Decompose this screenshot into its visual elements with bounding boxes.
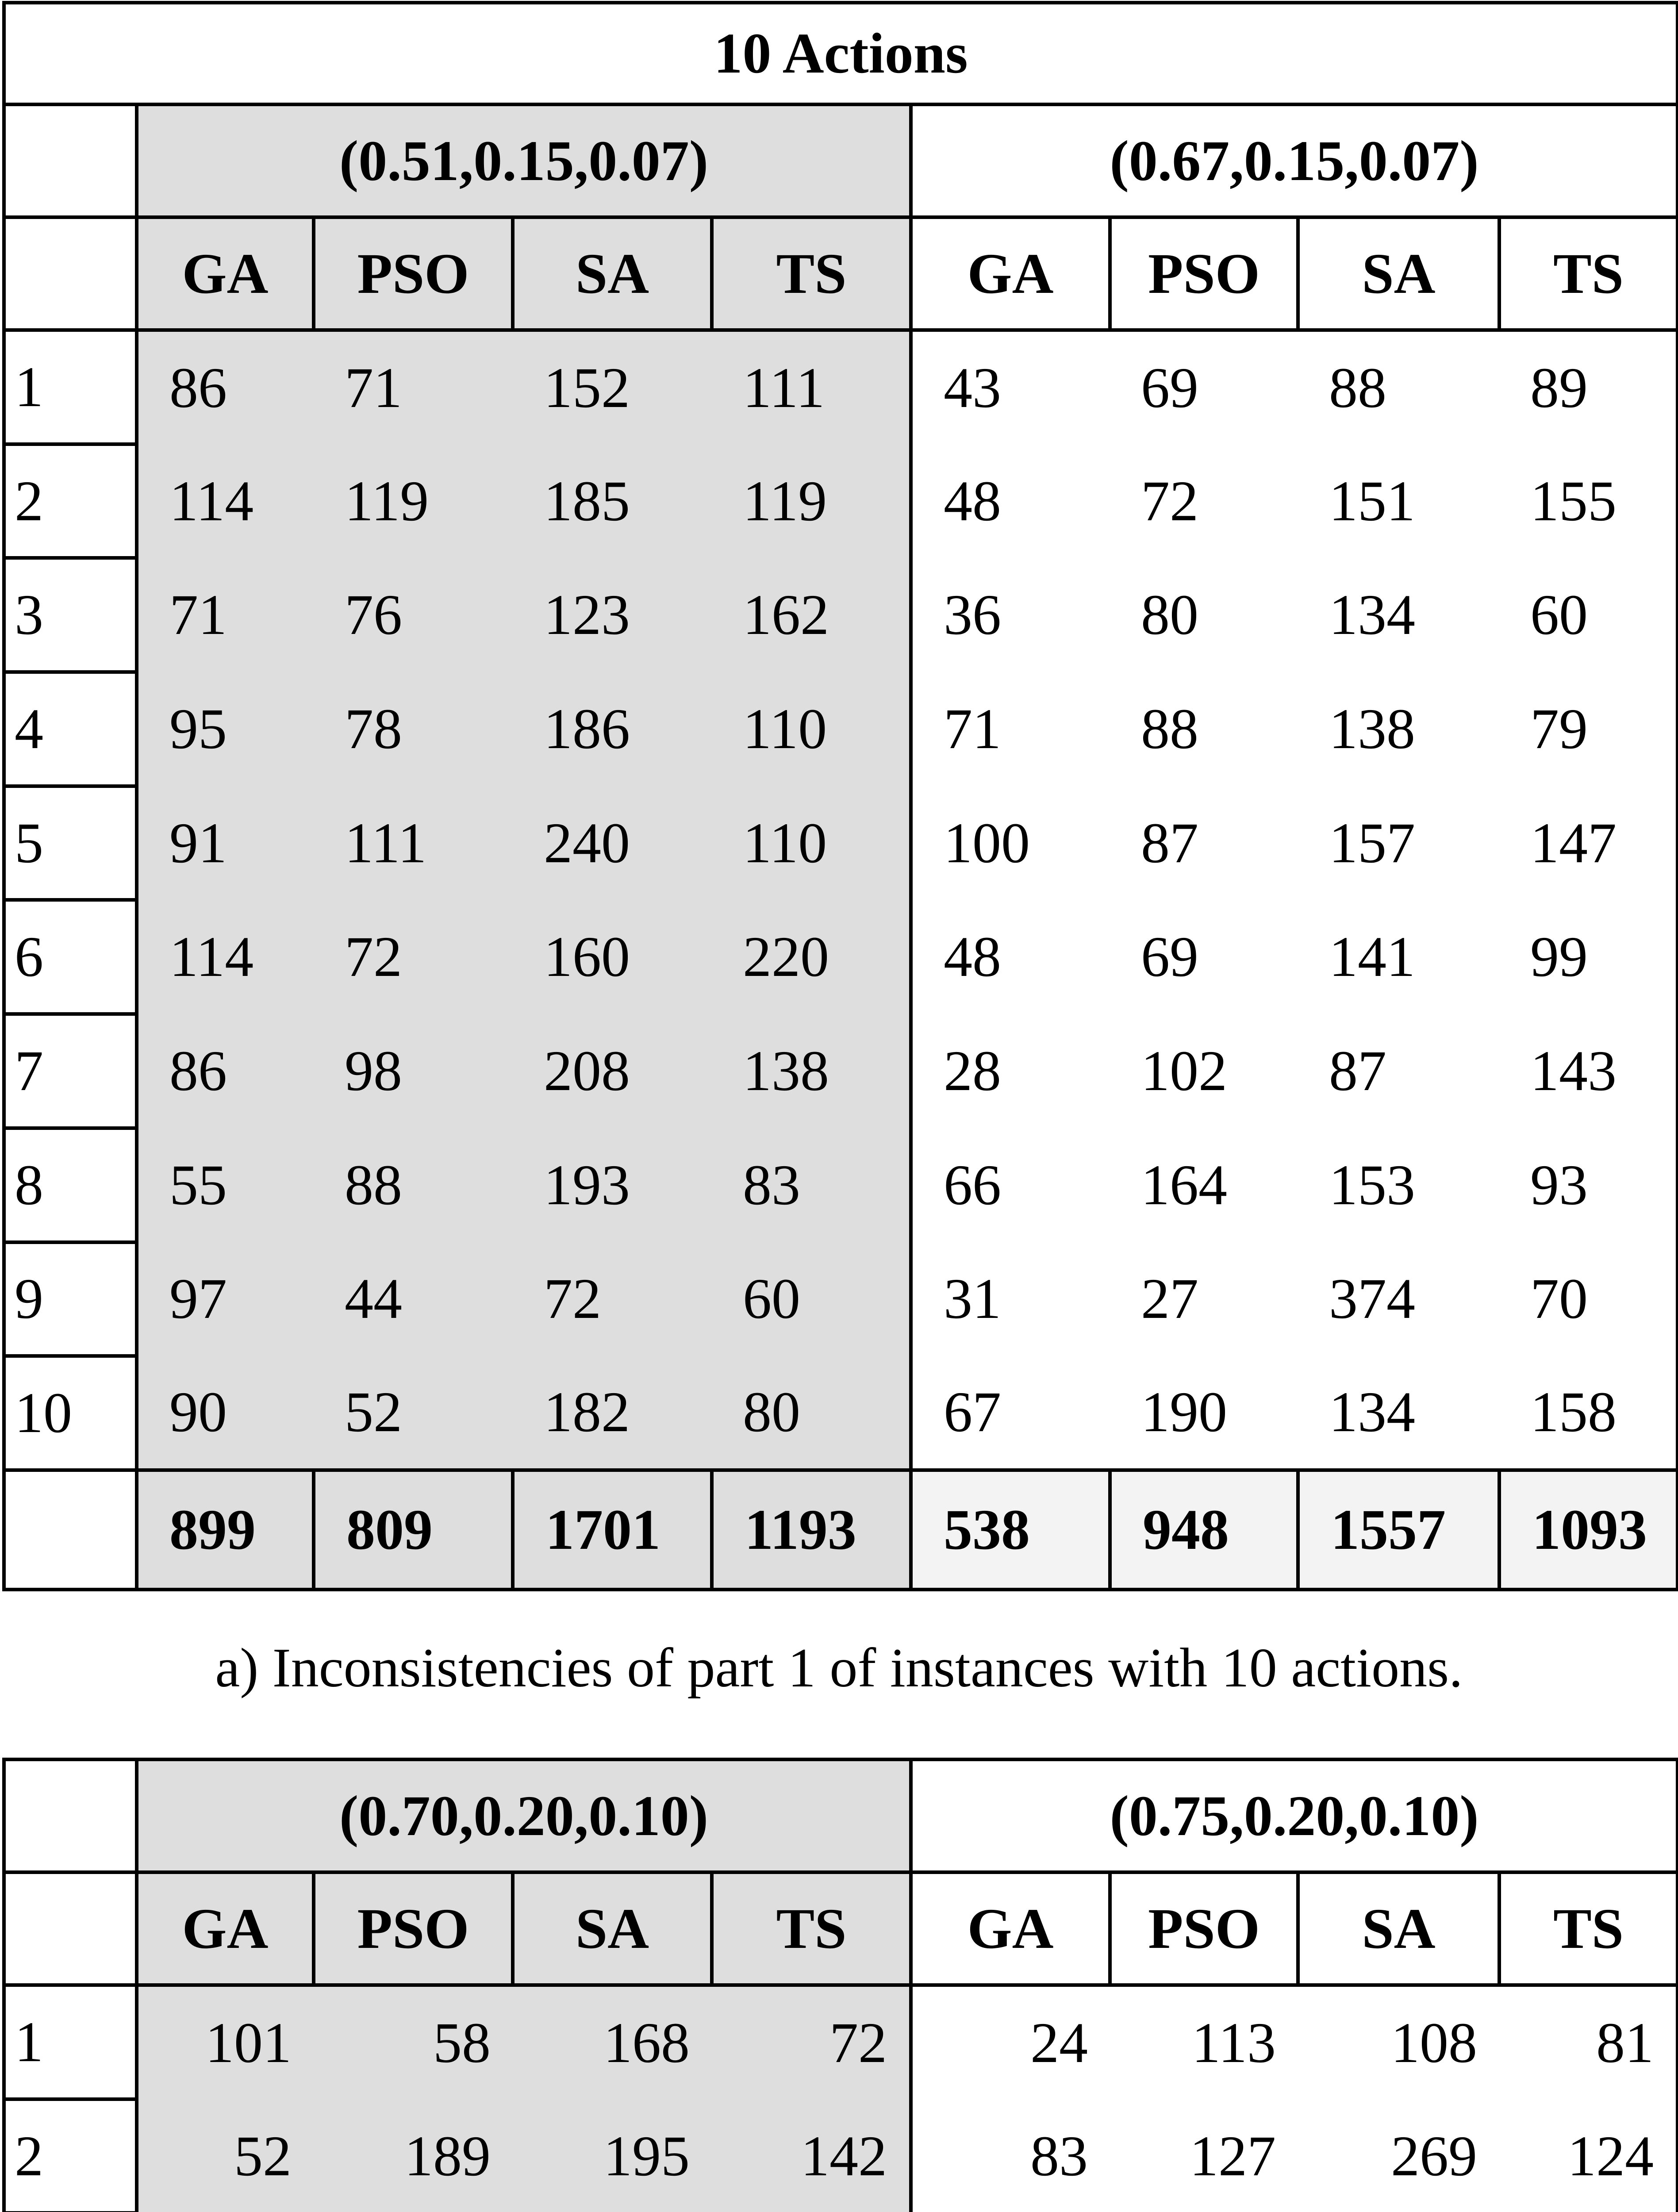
table-cell: 24: [1030, 2011, 1088, 2075]
table-cell: 119: [712, 444, 911, 558]
table-cell: 220: [712, 900, 911, 1014]
table-cell: 114: [137, 900, 314, 1014]
table-cell: 114: [137, 444, 314, 558]
column-header-sa: SA: [513, 1872, 712, 1985]
table-row: [4, 2099, 1678, 2212]
table-b-group-left: (0.70,0.20,0.10): [137, 1759, 911, 1872]
table-cell: 70: [1499, 1242, 1678, 1356]
column-header-ga: GA: [911, 217, 1110, 330]
table-a-totals-label: [4, 1470, 137, 1590]
table-cell: 72: [314, 900, 513, 1014]
table-cell: 89: [1499, 330, 1678, 444]
table-cell: 58: [314, 1985, 513, 2099]
table-cell: 142: [712, 2099, 911, 2212]
row-index: 1: [4, 330, 137, 444]
table-row: [4, 1985, 1678, 2099]
table-cell: 48: [944, 469, 1001, 533]
table-row: [4, 786, 1678, 900]
table-a-corner-bottom: [4, 217, 137, 330]
total-cell: 1557: [1298, 1470, 1499, 1590]
row-index: 1: [4, 1985, 137, 2099]
table-cell: 102: [1141, 1039, 1227, 1103]
table-cell: 152: [513, 330, 712, 444]
table-row: [4, 672, 1678, 786]
row-index: 2: [4, 2099, 137, 2212]
table-row: [4, 1128, 1678, 1242]
table-b-group-right: (0.75,0.20,0.10): [911, 1759, 1678, 1872]
table-cell: 127: [1190, 2124, 1276, 2188]
table-cell: 108: [1391, 2011, 1478, 2075]
table-row: [4, 900, 1678, 1014]
column-header-ts: TS: [712, 1872, 911, 1985]
table-a-totals-row: [4, 1470, 1678, 1590]
table-row: [4, 558, 1678, 672]
row-index: 6: [4, 900, 137, 1014]
table-row: [4, 330, 1678, 444]
table-cell: 160: [513, 900, 712, 1014]
table-cell: 66: [944, 1153, 1001, 1217]
table-cell: 87: [1329, 1039, 1386, 1103]
table-cell: 83: [712, 1128, 911, 1242]
table-cell: 157: [1329, 811, 1415, 875]
table-b-column-header-row: [4, 1872, 1678, 1985]
table-cell: 48: [944, 925, 1001, 989]
table-cell: 134: [1329, 583, 1415, 647]
table-row: [4, 444, 1678, 558]
table-cell: 110: [712, 672, 911, 786]
table-cell: 93: [1499, 1128, 1678, 1242]
table-cell: 100: [944, 811, 1030, 875]
table-cell: 44: [314, 1242, 513, 1356]
table-cell: 162: [712, 558, 911, 672]
total-cell: 538: [911, 1470, 1110, 1590]
column-header-pso: PSO: [1110, 1872, 1298, 1985]
table-cell: 43: [944, 356, 1001, 420]
column-header-sa: SA: [1298, 217, 1499, 330]
table-cell: 28: [944, 1039, 1001, 1103]
total-cell: 899: [137, 1470, 314, 1590]
table-cell: 80: [1141, 583, 1198, 647]
table-cell: 164: [1141, 1153, 1227, 1217]
table-cell: 151: [1329, 469, 1415, 533]
total-cell: 948: [1110, 1470, 1298, 1590]
table-cell: 147: [1499, 786, 1678, 900]
table-cell: 124: [1499, 2099, 1678, 2212]
table-a-caption: a) Inconsistencies of part 1 of instances with 10 actions.: [215, 1637, 1463, 1699]
table-cell: 155: [1499, 444, 1678, 558]
table-cell: 123: [513, 558, 712, 672]
column-header-ga: GA: [137, 1872, 314, 1985]
table-cell: 190: [1141, 1380, 1227, 1444]
table-cell: 67: [944, 1380, 1001, 1444]
table-a: [2, 1, 1678, 1591]
row-index: 4: [4, 672, 137, 786]
table-cell: 71: [944, 697, 1001, 761]
table-cell: 153: [1329, 1153, 1415, 1217]
table-cell: 111: [712, 330, 911, 444]
table-cell: 87: [1141, 811, 1198, 875]
table-cell: 189: [314, 2099, 513, 2212]
table-cell: 95: [137, 672, 314, 786]
column-header-pso: PSO: [1110, 217, 1298, 330]
table-cell: 88: [1329, 356, 1386, 420]
table-cell: 36: [944, 583, 1001, 647]
column-header-ga: GA: [137, 217, 314, 330]
table-cell: 52: [137, 2099, 314, 2212]
table-a-column-header-row: [4, 217, 1678, 330]
table-row: [4, 1356, 1678, 1470]
total-cell: 1093: [1499, 1470, 1678, 1590]
table-cell: 195: [513, 2099, 712, 2212]
table-cell: 98: [314, 1014, 513, 1128]
table-cell: 31: [944, 1267, 1001, 1331]
table-cell: 60: [712, 1242, 911, 1356]
table-cell: 99: [1499, 900, 1678, 1014]
table-cell: 141: [1329, 925, 1415, 989]
table-cell: 119: [314, 444, 513, 558]
table-cell: 110: [712, 786, 911, 900]
table-cell: 72: [513, 1242, 712, 1356]
table-cell: 158: [1499, 1356, 1678, 1470]
table-cell: 91: [137, 786, 314, 900]
table-cell: 113: [1191, 2011, 1276, 2075]
table-cell: 72: [712, 1985, 911, 2099]
row-index: 10: [4, 1356, 137, 1470]
row-index: 9: [4, 1242, 137, 1356]
row-index: 3: [4, 558, 137, 672]
table-cell: 60: [1499, 558, 1678, 672]
table-cell: 69: [1141, 356, 1198, 420]
row-index: 8: [4, 1128, 137, 1242]
column-header-ga: GA: [911, 1872, 1110, 1985]
table-cell: 78: [314, 672, 513, 786]
table-a-group-right: (0.67,0.15,0.07): [911, 104, 1678, 217]
table-cell: 185: [513, 444, 712, 558]
table-cell: 81: [1499, 1985, 1678, 2099]
table-cell: 86: [137, 1014, 314, 1128]
table-cell: 240: [513, 786, 712, 900]
table-cell: 69: [1141, 925, 1198, 989]
table-b: [2, 1758, 1678, 2212]
table-cell: 71: [137, 558, 314, 672]
table-cell: 182: [513, 1356, 712, 1470]
total-cell: 1701: [513, 1470, 712, 1590]
table-b-corner-top: [4, 1759, 137, 1872]
column-header-pso: PSO: [314, 1872, 513, 1985]
table-cell: 79: [1499, 672, 1678, 786]
column-header-pso: PSO: [314, 217, 513, 330]
table-cell: 138: [712, 1014, 911, 1128]
table-cell: 134: [1329, 1380, 1415, 1444]
table-row: [4, 1242, 1678, 1356]
table-cell: 71: [314, 330, 513, 444]
column-header-sa: SA: [1298, 1872, 1499, 1985]
total-cell: 1193: [712, 1470, 911, 1590]
row-index: 2: [4, 444, 137, 558]
table-cell: 208: [513, 1014, 712, 1128]
table-cell: 76: [314, 558, 513, 672]
table-cell: 111: [314, 786, 513, 900]
table-cell: 143: [1499, 1014, 1678, 1128]
table-cell: 55: [137, 1128, 314, 1242]
table-cell: 101: [137, 1985, 314, 2099]
table-cell: 27: [1141, 1267, 1198, 1331]
total-cell: 809: [314, 1470, 513, 1590]
table-row: [4, 1014, 1678, 1128]
row-index: 5: [4, 786, 137, 900]
column-header-ts: TS: [712, 217, 911, 330]
column-header-ts: TS: [1499, 1872, 1678, 1985]
table-cell: 269: [1391, 2124, 1478, 2188]
table-cell: 72: [1141, 469, 1198, 533]
column-header-ts: TS: [1499, 217, 1678, 330]
table-a-title: 10 Actions: [4, 3, 1678, 104]
table-cell: 80: [712, 1356, 911, 1470]
table-cell: 86: [137, 330, 314, 444]
table-cell: 138: [1329, 697, 1415, 761]
table-cell: 88: [1141, 697, 1198, 761]
table-a-corner-top: [4, 104, 137, 217]
table-b-corner-bottom: [4, 1872, 137, 1985]
table-a-group-left: (0.51,0.15,0.07): [137, 104, 911, 217]
column-header-sa: SA: [513, 217, 712, 330]
table-cell: 52: [314, 1356, 513, 1470]
table-cell: 97: [137, 1242, 314, 1356]
table-cell: 168: [513, 1985, 712, 2099]
table-cell: 186: [513, 672, 712, 786]
table-cell: 90: [137, 1356, 314, 1470]
table-cell: 193: [513, 1128, 712, 1242]
row-index: 7: [4, 1014, 137, 1128]
table-cell: 374: [1329, 1267, 1415, 1331]
table-cell: 88: [314, 1128, 513, 1242]
table-cell: 83: [1030, 2124, 1088, 2188]
